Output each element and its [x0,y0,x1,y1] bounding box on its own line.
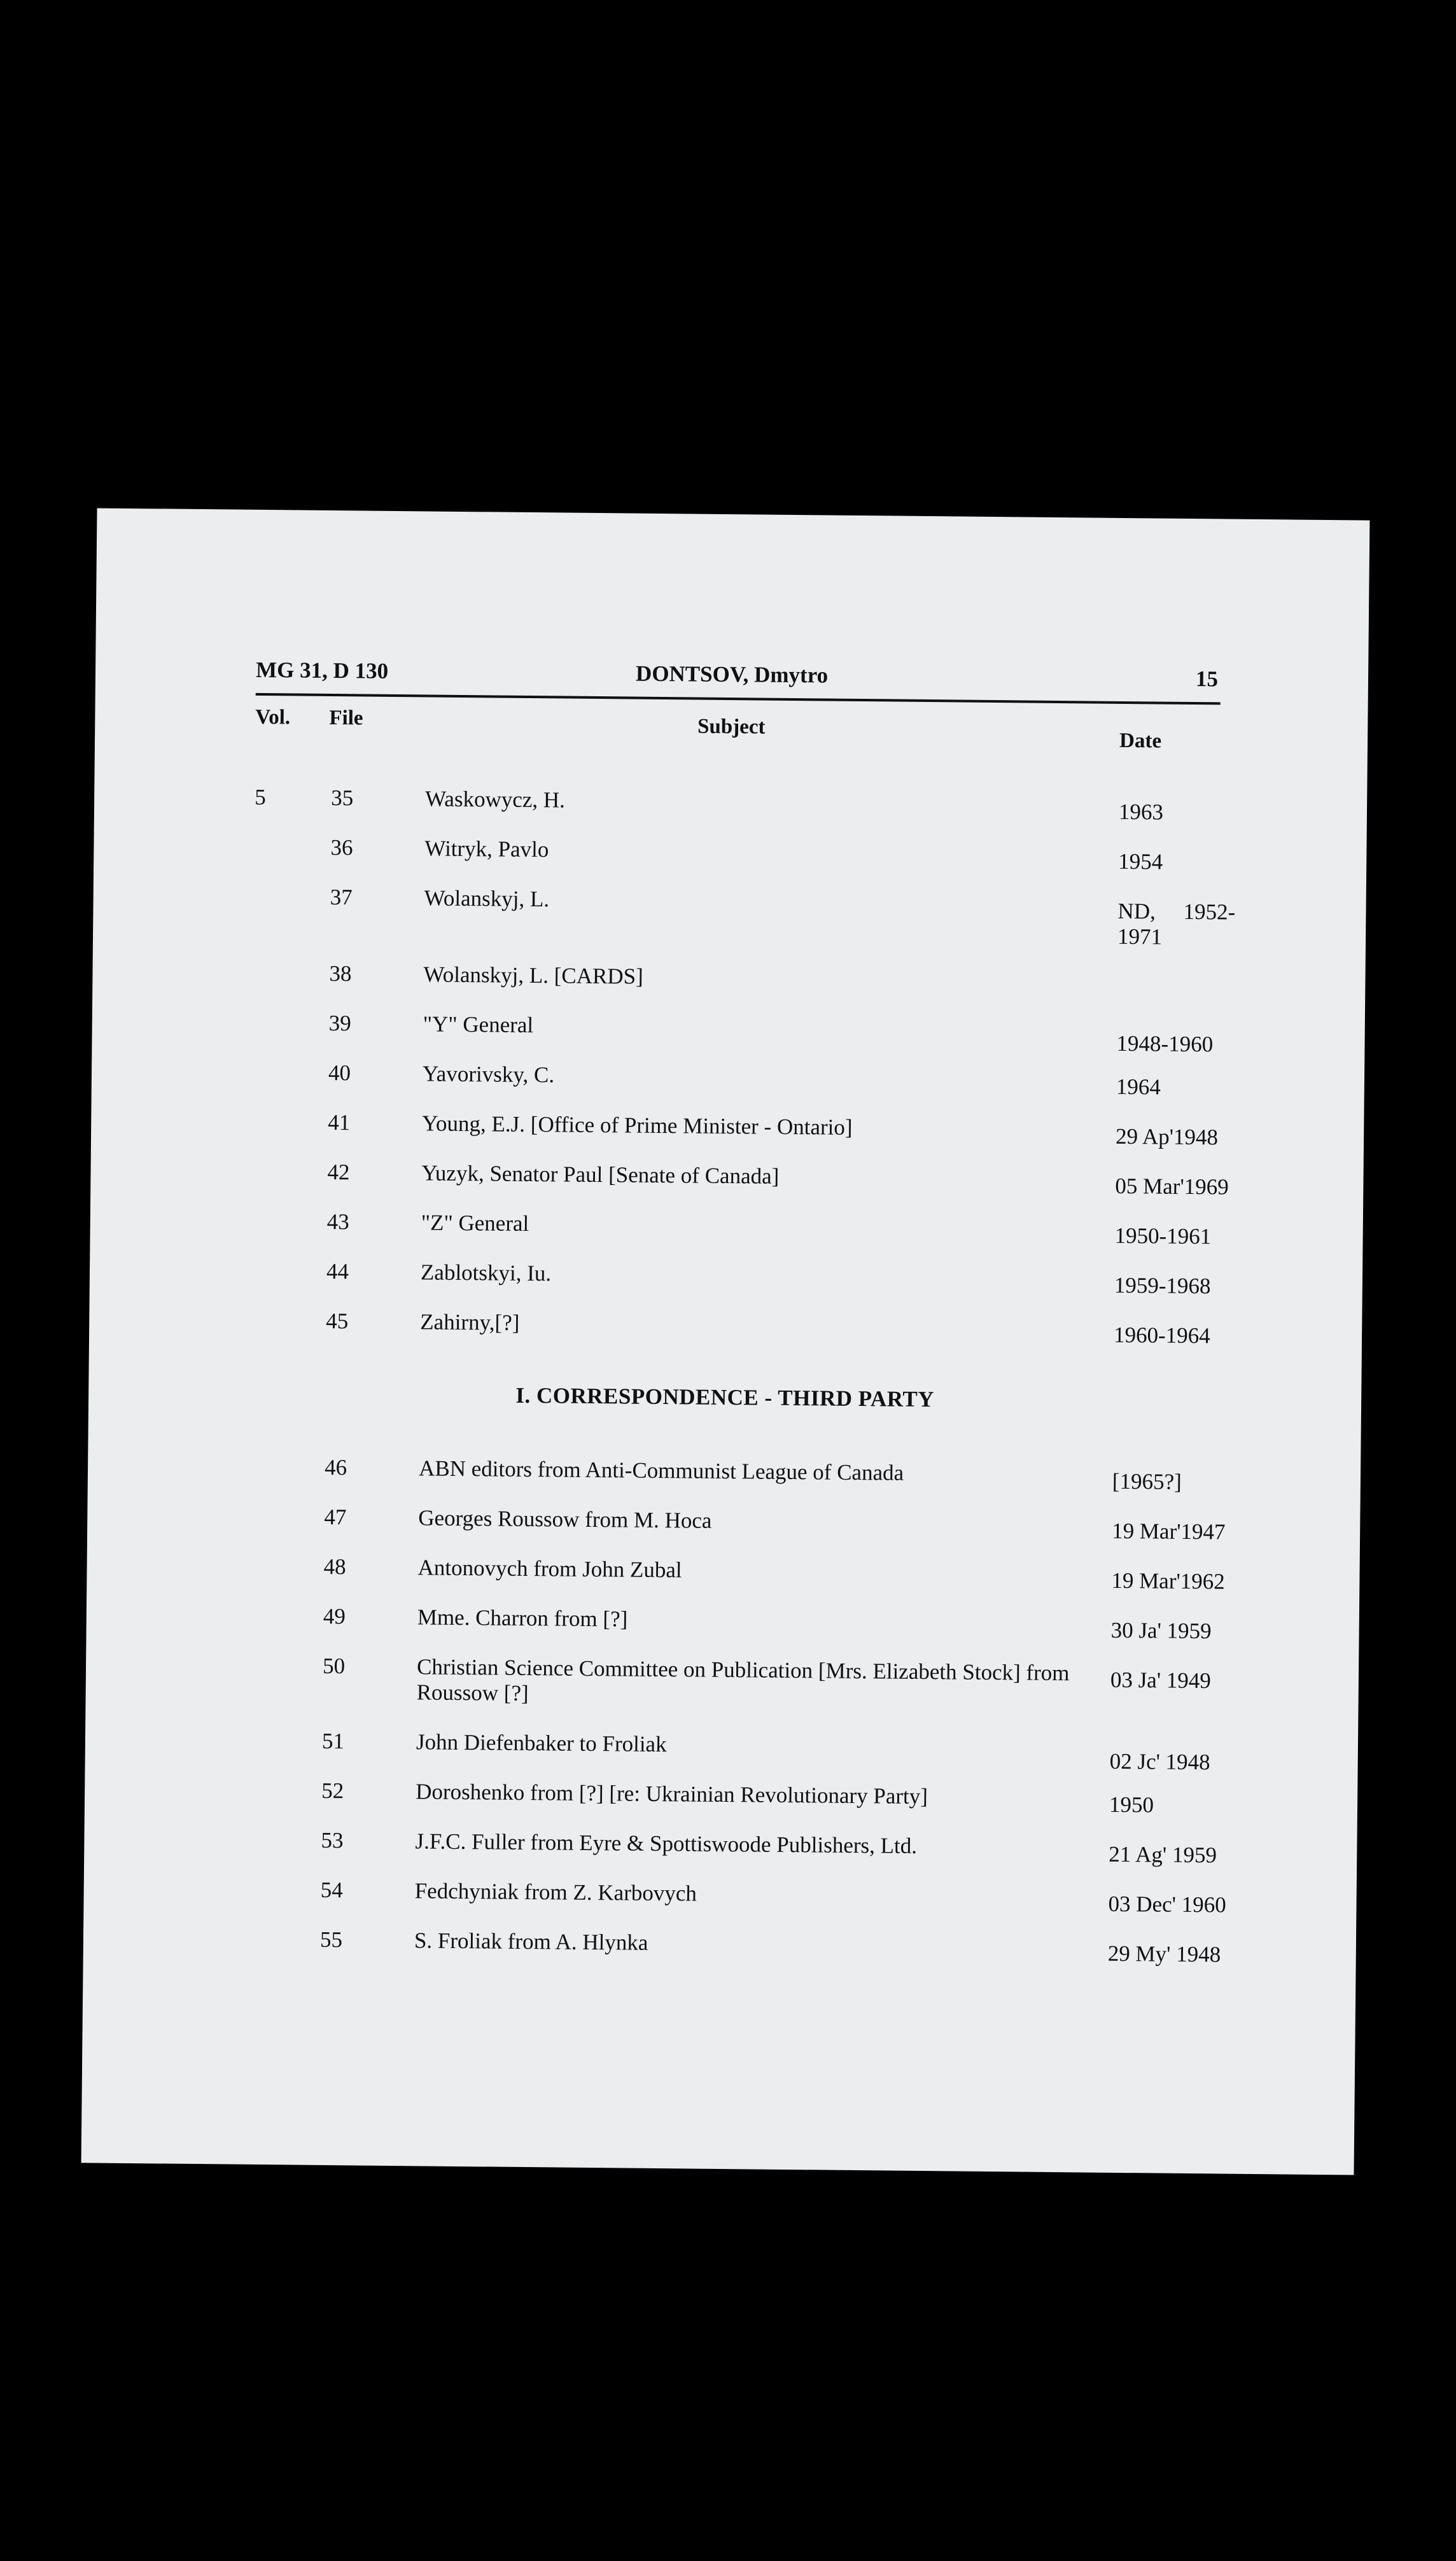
list-item [94,832,1367,874]
entry-file: 55 [319,1926,343,1953]
list-item [83,1925,1356,1967]
entry-subject: Georges Roussow from M. Hoca [418,1505,712,1533]
list-item [94,882,1366,950]
entry-file: 47 [324,1504,347,1530]
entry-date: 29 My' 1948 [1107,1940,1221,1967]
column-header-vol: Vol. [255,705,291,729]
entry-file: 40 [328,1060,351,1086]
list-item [89,1306,1362,1349]
entry-date: 1950-1961 [1114,1223,1212,1249]
entry-file: 38 [329,960,352,986]
entry-file: 35 [330,785,354,811]
list-item [92,1008,1365,1057]
entry-date: 29 Ap'1948 [1115,1123,1219,1150]
entry-subject: "Z" General [421,1210,529,1237]
entry-date: 1959-1968 [1114,1272,1211,1299]
collection-reference: MG 31, D 130 [255,657,389,684]
entry-subject: Antonovych from John Zubal [417,1555,682,1583]
entry-file: 36 [330,835,353,860]
entry-date: 1964 [1116,1074,1161,1100]
entry-subject: J.F.C. Fuller from Eyre & Spottiswoode Publishers, Ltd. [415,1828,918,1858]
entry-date: 03 Dec' 1960 [1108,1891,1226,1918]
list-item [90,1256,1362,1299]
list-item [91,1107,1364,1150]
entry-subject: Young, E.J. [Office of Prime Minister - Ontario] [422,1111,853,1140]
list-item [84,1875,1357,1918]
list-item [88,1452,1361,1494]
entry-subject: Witryk, Pavlo [424,836,549,862]
list-item [94,783,1367,825]
entry-subject: Mme. Charron from [?] [417,1604,628,1632]
list-item [87,1552,1360,1594]
entry-file: 46 [324,1454,347,1480]
entry-vol: 5 [254,784,266,810]
entry-date: 21 Ag' 1959 [1109,1841,1217,1868]
entry-subject: Wolanskyj, L. [CARDS] [423,962,643,989]
entry-file: 44 [326,1258,349,1284]
list-item [85,1726,1358,1775]
entry-date: 1963 [1118,799,1164,825]
entry-file: 53 [321,1827,344,1853]
entry-subject: Yavorivsky, C. [422,1061,555,1088]
document-page [81,508,1370,2175]
entry-subject: John Diefenbaker to Froliak [416,1729,667,1757]
entry-file: 48 [323,1554,346,1580]
entry-file: 54 [320,1877,343,1903]
entry-subject: Doroshenko from [?] [re: Ukrainian Revolutionary Party] [416,1779,928,1809]
entry-date: 03 Ja' 1949 [1110,1667,1212,1694]
entry-date: 19 Mar'1947 [1111,1518,1226,1545]
entry-file: 51 [321,1728,345,1754]
entry-subject: ABN editors from Anti-Communist League of Canada [418,1456,904,1485]
list-item [88,1502,1361,1545]
entry-date: 02 Jc' 1948 [1109,1748,1210,1775]
list-item [85,1825,1357,1868]
list-item [90,1207,1363,1249]
list-item [93,958,1366,989]
entry-subject: Yuzyk, Senator Paul [Senate of Canada] [421,1160,780,1189]
entry-date [1117,975,1245,976]
column-header-file: File [329,706,363,730]
entry-date: 30 Ja' 1959 [1110,1617,1212,1644]
entry-subject: Fedchyniak from Z. Karbovych [414,1878,697,1906]
entry-file: 50 [322,1653,346,1679]
column-header-subject: Subject [697,715,766,739]
entry-date: 05 Mar'1969 [1115,1173,1229,1200]
entry-subject: Christian Science Committee on Publication [Mrs. Elizabeth Stock] from Roussow [?] [416,1654,1070,1706]
entry-file: 52 [321,1778,344,1804]
entry-file: 45 [326,1308,349,1334]
list-item [86,1651,1359,1706]
entry-subject: "Y" General [423,1011,534,1038]
column-header-date: Date [1119,729,1162,753]
list-item [91,1157,1364,1200]
entry-date: 1950 [1109,1792,1154,1818]
entry-date: ND, 1952- 1971 [1117,898,1236,950]
entry-subject: Waskowycz, H. [424,786,566,813]
entry-subject: S. Froliak from A. Hlynka [414,1928,648,1955]
header-rule [256,693,1221,705]
entry-subject: Zahirny,[?] [420,1309,520,1335]
list-item [92,1058,1364,1100]
entry-file: 49 [323,1603,346,1629]
entry-subject: Zablotskyi, Iu. [420,1259,552,1286]
page-number: 15 [1195,666,1219,692]
entry-date: 1960-1964 [1113,1322,1210,1349]
entry-date: [1965?] [1112,1468,1182,1494]
list-item [85,1776,1357,1818]
entry-file: 43 [326,1209,349,1235]
entry-file: 41 [328,1109,351,1135]
section-heading: I. CORRESPONDENCE - THIRD PARTY [515,1382,935,1412]
entry-date: 19 Mar'1962 [1111,1568,1225,1594]
list-item [87,1601,1359,1644]
entry-date: 1948-1960 [1116,1030,1214,1057]
entry-file: 37 [330,885,353,910]
fonds-name: DONTSOV, Dmytro [635,661,829,688]
entry-date: 1954 [1118,848,1163,874]
entry-file: 42 [327,1159,350,1185]
entry-file: 39 [328,1010,351,1036]
entry-subject: Wolanskyj, L. [424,885,550,912]
